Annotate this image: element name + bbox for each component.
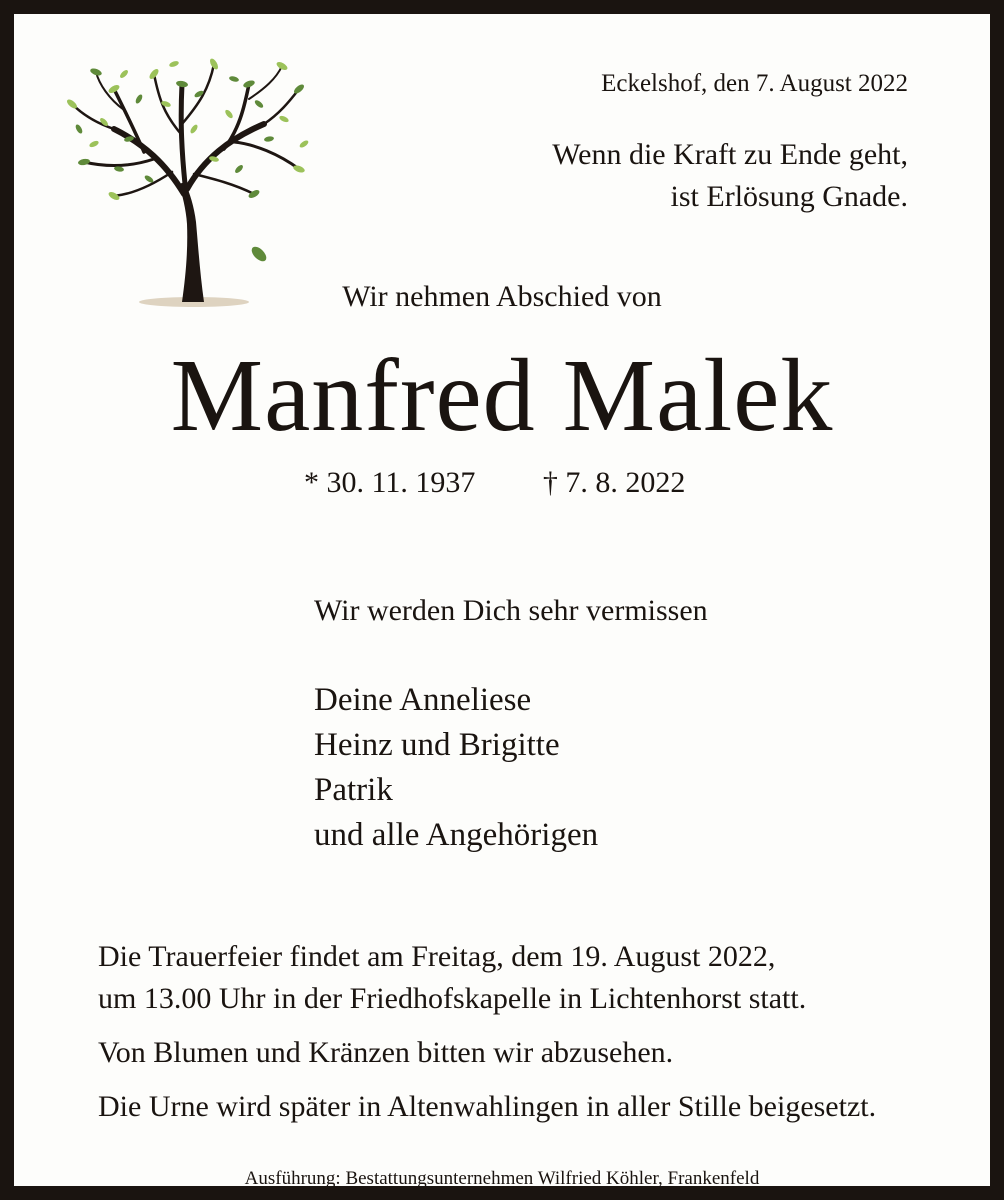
death-date: † 7. 8. 2022 <box>542 466 686 499</box>
signer: Deine Anneliese <box>314 682 532 718</box>
quote-line: ist Erlösung Gnade. <box>670 180 908 213</box>
tree-with-leaves-icon <box>54 44 319 314</box>
flowers-note: Von Blumen und Kränzen bitten wir abzusehen. <box>98 1036 674 1069</box>
signer: Patrik <box>314 772 393 808</box>
life-dates <box>304 466 685 500</box>
farewell-intro: Wir nehmen Abschied von <box>342 280 662 313</box>
deceased-name: Manfred Malek <box>170 338 834 453</box>
farewell-message: Wir werden Dich sehr vermissen <box>314 594 708 627</box>
signer: und alle Angehörigen <box>314 817 599 853</box>
quote-line: Wenn die Kraft zu Ende geht, <box>552 138 908 171</box>
ceremony-details <box>98 936 876 1020</box>
ceremony-info <box>98 936 876 1140</box>
birth-date: * 30. 11. 1937 <box>304 466 476 499</box>
place-and-date: Eckelshof, den 7. August 2022 <box>601 70 908 97</box>
urn-note: Die Urne wird später in Altenwahlingen in aller Stille beigesetzt. <box>98 1090 877 1123</box>
ceremony-line: Die Trauerfeier findet am Freitag, dem 19. August 2022, <box>98 940 776 973</box>
signers-list <box>314 678 598 858</box>
undertaker-footer: Ausführung: Bestattungsunternehmen Wilfried Köhler, Frankenfeld <box>244 1168 760 1189</box>
ceremony-line: um 13.00 Uhr in der Friedhofskapelle in Lichtenhorst statt. <box>98 982 807 1015</box>
quote <box>552 134 908 218</box>
signer: Heinz und Brigitte <box>314 727 560 763</box>
